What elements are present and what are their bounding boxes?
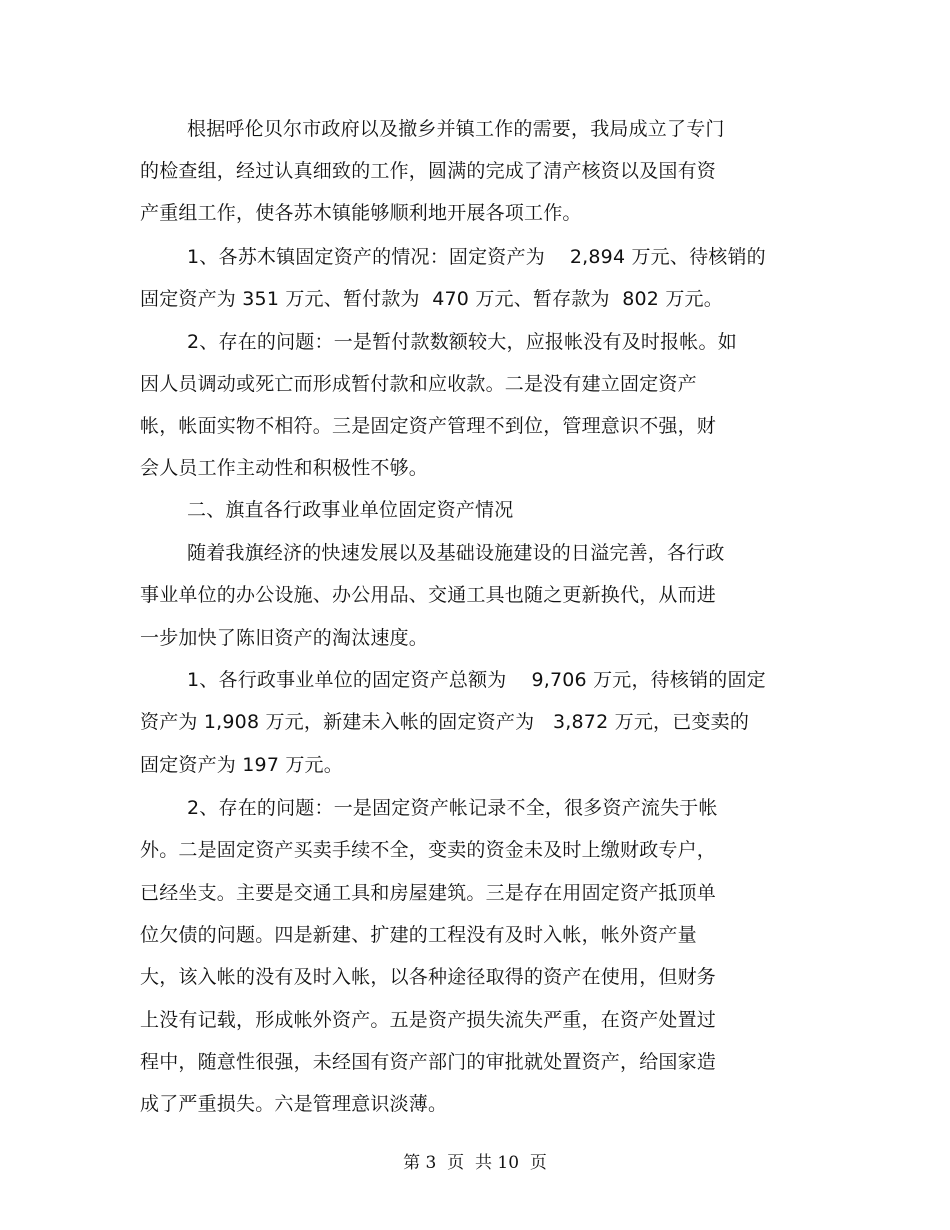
paragraph-intro-line-1: 根据呼伦贝尔市政府以及撤乡并镇工作的需要，我局成立了专门: [187, 118, 725, 140]
township-assets-line-1: 1、各苏木镇固定资产的情况：固定资产为 2,894 万元、待核销的: [187, 246, 766, 268]
township-issues-line-1: 2、存在的问题：一是暂付款数额较大，应报帐没有及时报帐。如: [187, 331, 737, 353]
agency-issues-line-2: 外。二是固定资产买卖手续不全，变卖的资金未及时上缴财政专户，: [140, 839, 717, 861]
paragraph-intro-line-2: 的检查组，经过认真细致的工作，圆满的完成了清产核资以及国有资: [140, 160, 717, 182]
township-issues-line-2: 因人员调动或死亡而形成暂付款和应收款。二是没有建立固定资产: [140, 373, 697, 395]
agency-issues-line-6: 上没有记载，形成帐外资产。五是资产损失流失严重，在资产处置过: [140, 1009, 717, 1031]
paragraph-intro-line-3: 产重组工作，使各苏木镇能够顺利地开展各项工作。: [140, 202, 582, 224]
section-two-intro-line-2: 事业单位的办公设施、办公用品、交通工具也随之更新换代，从而进: [140, 584, 717, 606]
agency-issues-line-4: 位欠债的问题。四是新建、扩建的工程没有及时入帐，帐外资产量: [140, 924, 697, 946]
agency-issues-line-3: 已经坐支。主要是交通工具和房屋建筑。三是存在用固定资产抵顶单: [140, 882, 717, 904]
township-issues-line-3: 帐，帐面实物不相符。三是固定资产管理不到位，管理意识不强，财: [140, 415, 717, 437]
agency-assets-line-2: 资产为 1,908 万元，新建未入帐的固定资产为 3,872 万元，已变卖的: [140, 711, 750, 733]
agency-issues-line-1: 2、存在的问题：一是固定资产帐记录不全，很多资产流失于帐: [187, 797, 718, 819]
agency-issues-line-5: 大，该入帐的没有及时入帐，以各种途径取得的资产在使用，但财务: [140, 966, 717, 988]
section-two-intro-line-1: 随着我旗经济的快速发展以及基础设施建设的日溢完善，各行政: [187, 542, 725, 564]
agency-assets-line-3: 固定资产为 197 万元。: [140, 754, 343, 776]
agency-issues-line-7: 程中，随意性很强，未经国有资产部门的审批就处置资产，给国家造: [140, 1051, 717, 1073]
township-assets-line-2: 固定资产为 351 万元、暂付款为 470 万元、暂存款为 802 万元。: [140, 288, 723, 310]
agency-assets-line-1: 1、各行政事业单位的固定资产总额为 9,706 万元，待核销的固定: [187, 669, 766, 691]
section-two-intro-line-3: 一步加快了陈旧资产的淘汰速度。: [140, 627, 429, 649]
township-issues-line-4: 会人员工作主动性和积极性不够。: [140, 457, 429, 479]
agency-issues-line-8: 成了严重损失。六是管理意识淡薄。: [140, 1093, 448, 1115]
section-heading-two: 二、旗直各行政事业单位固定资产情况: [187, 499, 514, 521]
page-number-footer: 第 3 页 共 10 页: [403, 1153, 547, 1173]
